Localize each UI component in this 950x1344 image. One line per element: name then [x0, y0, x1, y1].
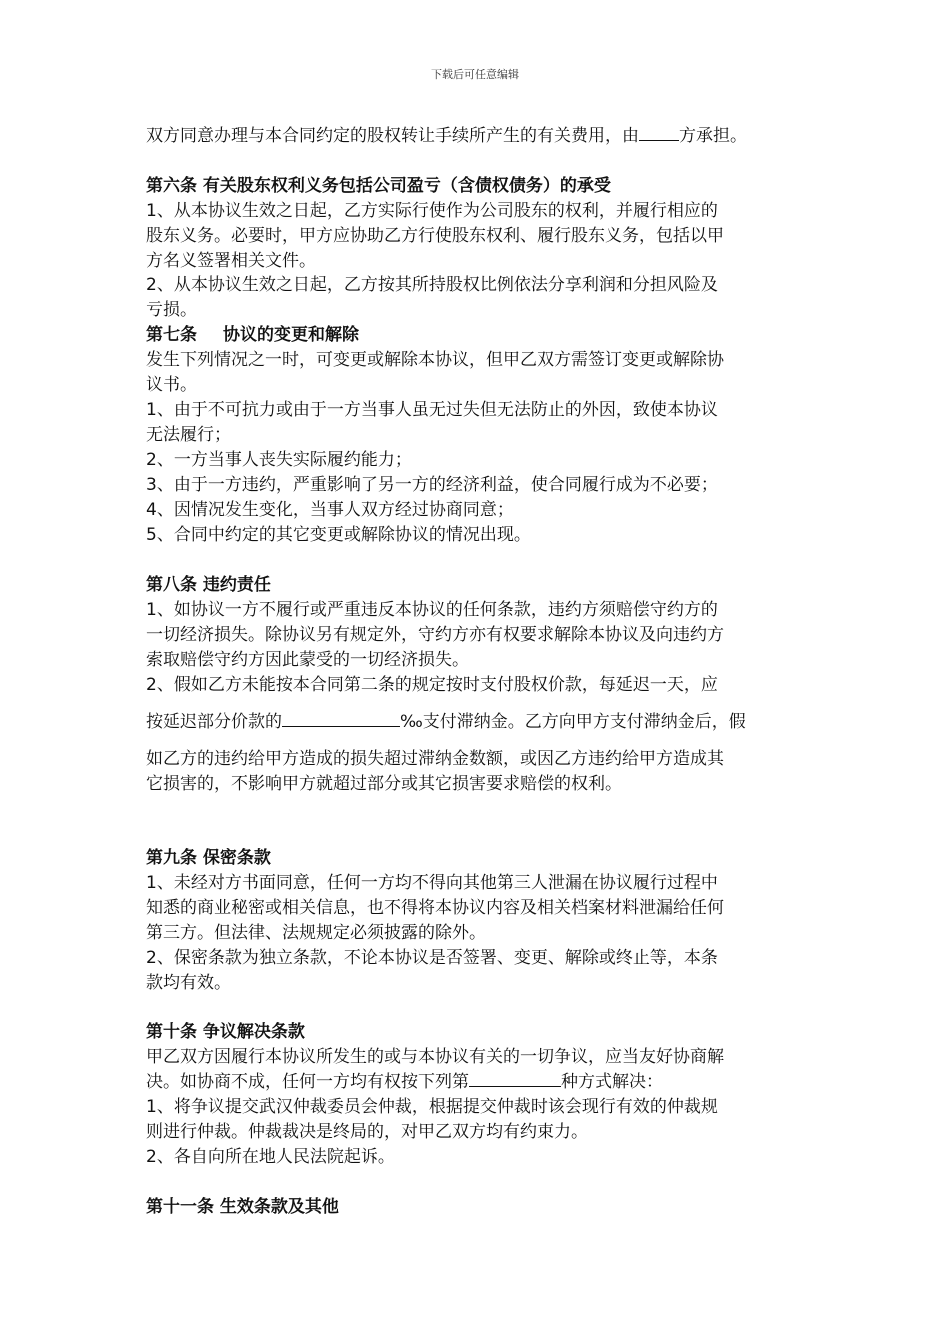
article-8-line: 2、假如乙方未能按本合同第二条的规定按时支付股权价款，每延迟一天，应 — [146, 675, 718, 695]
article-8-penalty-line: 按延迟部分价款的 ‰支付滞纳金。乙方向甲方支付滞纳金后，假 — [146, 712, 746, 732]
article-9-line: 1、未经对方书面同意，任何一方均不得向其他第三人泄漏在协议履行过程中 — [146, 873, 718, 893]
article-6-line: 亏损。 — [146, 300, 197, 320]
dispute-method-blank[interactable] — [469, 1070, 561, 1087]
article-6-line: 1、从本协议生效之日起，乙方实际行使作为公司股东的权利，并履行相应的 — [146, 201, 718, 221]
article-8-line: 1、如协议一方不履行或严重违反本协议的任何条款，违约方须赔偿守约方的 — [146, 600, 718, 620]
article-7-line: 无法履行； — [146, 425, 231, 445]
article-6-line: 2、从本协议生效之日起，乙方按其所持股权比例依法分享利润和分担风险及 — [146, 275, 718, 295]
article-6-line: 股东义务。必要时，甲方应协助乙方行使股东权利、履行股东义务，包括以甲 — [146, 226, 724, 246]
article-10-method-line: 决。如协商不成，任何一方均有权按下列第 种方式解决： — [146, 1072, 663, 1092]
article-9-line: 第三方。但法律、法规规定必须披露的除外。 — [146, 923, 486, 943]
page-header: 下载后可任意编辑 — [431, 68, 519, 81]
article-7-title: 第七条 协议的变更和解除 — [146, 325, 359, 345]
article-8-line: 它损害的，不影响甲方就超过部分或其它损害要求赔偿的权利。 — [146, 774, 622, 794]
article-7-line: 发生下列情况之一时，可变更或解除本协议，但甲乙双方需签订变更或解除协 — [146, 350, 724, 370]
article-9-line: 2、保密条款为独立条款，不论本协议是否签署、变更、解除或终止等，本条 — [146, 948, 718, 968]
article-7-line: 5、合同中约定的其它变更或解除协议的情况出现。 — [146, 525, 531, 545]
article-7-line: 2、一方当事人丧失实际履约能力； — [146, 450, 412, 470]
article-6-line: 方名义签署相关文件。 — [146, 251, 316, 271]
article-10-title: 第十条 争议解决条款 — [146, 1022, 305, 1042]
article-11-title: 第十一条 生效条款及其他 — [146, 1197, 339, 1217]
article-7-line: 3、由于一方违约，严重影响了另一方的经济利益，使合同履行成为不必要； — [146, 475, 718, 495]
article-10-line: 2、各自向所在地人民法院起诉。 — [146, 1147, 395, 1167]
article-9-line: 知悉的商业秘密或相关信息，也不得将本协议内容及相关档案材料泄漏给任何 — [146, 898, 724, 918]
article-7-line: 议书。 — [146, 375, 197, 395]
article-9-line: 款均有效。 — [146, 973, 231, 993]
article-10-line: 则进行仲裁。仲裁裁决是终局的，对甲乙双方均有约束力。 — [146, 1122, 588, 1142]
cost-bearer-blank[interactable] — [639, 124, 679, 141]
intro-paragraph: 双方同意办理与本合同约定的股权转让手续所产生的有关费用，由 方承担。 — [146, 126, 747, 146]
article-9-title: 第九条 保密条款 — [146, 848, 271, 868]
article-8-line: 索取赔偿守约方因此蒙受的一切经济损失。 — [146, 650, 469, 670]
penalty-rate-blank[interactable] — [282, 710, 400, 727]
article-8-title: 第八条 违约责任 — [146, 575, 271, 595]
article-6-title: 第六条 有关股东权利义务包括公司盈亏（含债权债务）的承受 — [146, 176, 611, 196]
article-7-line: 1、由于不可抗力或由于一方当事人虽无过失但无法防止的外因，致使本协议 — [146, 400, 718, 420]
article-10-line: 甲乙双方因履行本协议所发生的或与本协议有关的一切争议，应当友好协商解 — [146, 1047, 724, 1067]
article-8-line: 如乙方的违约给甲方造成的损失超过滞纳金数额，或因乙方违约给甲方造成其 — [146, 749, 724, 769]
article-7-line: 4、因情况发生变化，当事人双方经过协商同意； — [146, 500, 514, 520]
article-8-line: 一切经济损失。除协议另有规定外，守约方亦有权要求解除本协议及向违约方 — [146, 625, 724, 645]
article-10-line: 1、将争议提交武汉仲裁委员会仲裁，根据提交仲裁时该会现行有效的仲裁规 — [146, 1097, 718, 1117]
